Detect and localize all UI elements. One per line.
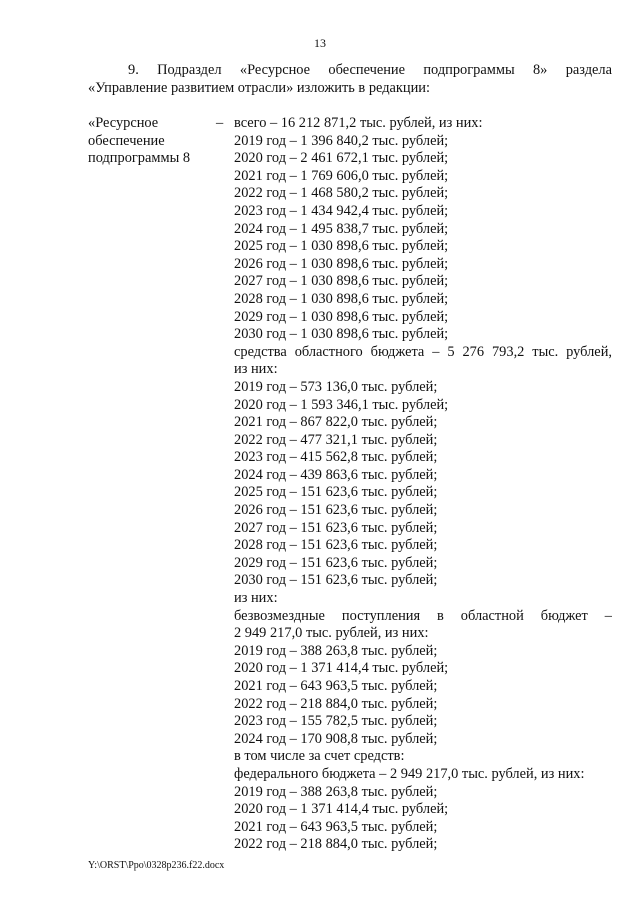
funding-line: 2030 год – 151 623,6 тыс. рублей; bbox=[234, 572, 438, 589]
resource-label-line: обеспечение bbox=[88, 132, 165, 149]
funding-list bbox=[234, 115, 612, 854]
funding-line: 2027 год – 1 030 898,6 тыс. рублей; bbox=[234, 273, 449, 290]
funding-line: 2026 год – 151 623,6 тыс. рублей; bbox=[234, 502, 438, 519]
funding-line: 2020 год – 2 461 672,1 тыс. рублей; bbox=[234, 150, 449, 167]
funding-line: безвозмездные поступления в областной бюджет – bbox=[234, 607, 612, 624]
funding-line: в том числе за счет средств: bbox=[234, 748, 405, 765]
funding-line: 2020 год – 1 593 346,1 тыс. рублей; bbox=[234, 396, 449, 413]
funding-line: 2027 год – 151 623,6 тыс. рублей; bbox=[234, 519, 438, 536]
funding-line: 2021 год – 643 963,5 тыс. рублей; bbox=[234, 678, 438, 694]
page-number: 13 bbox=[314, 36, 326, 50]
funding-line: 2025 год – 1 030 898,6 тыс. рублей; bbox=[234, 238, 449, 255]
funding-line: из них: bbox=[234, 361, 278, 378]
funding-line: 2019 год – 1 396 840,2 тыс. рублей; bbox=[234, 132, 449, 149]
funding-line: 2019 год – 388 263,8 тыс. рублей; bbox=[234, 783, 438, 800]
funding-line: 2020 год – 1 371 414,4 тыс. рублей; bbox=[234, 801, 449, 818]
funding-line: 2021 год – 643 963,5 тыс. рублей; bbox=[234, 818, 438, 835]
funding-line: всего – 16 212 871,2 тыс. рублей, из них: bbox=[234, 115, 483, 131]
funding-line: 2029 год – 1 030 898,6 тыс. рублей; bbox=[234, 308, 449, 325]
file-path-footer: Y:\ORST\Ppo\0328p236.f22.docx bbox=[88, 860, 225, 871]
funding-line: 2029 год – 151 623,6 тыс. рублей; bbox=[234, 554, 438, 571]
resource-label bbox=[88, 115, 213, 168]
resource-label-line: «Ресурсное bbox=[88, 115, 159, 131]
funding-line: 2020 год – 1 371 414,4 тыс. рублей; bbox=[234, 660, 449, 677]
funding-line: федерального бюджета – 2 949 217,0 тыс. рублей, из них: bbox=[234, 765, 585, 782]
funding-line: 2 949 217,0 тыс. рублей, из них: bbox=[234, 625, 429, 642]
funding-line: 2030 год – 1 030 898,6 тыс. рублей; bbox=[234, 326, 449, 343]
resource-label-line: подпрограммы 8 bbox=[88, 150, 191, 167]
funding-line: 2019 год – 573 136,0 тыс. рублей; bbox=[234, 378, 438, 395]
funding-line: 2028 год – 151 623,6 тыс. рублей; bbox=[234, 537, 438, 554]
funding-line: 2023 год – 415 562,8 тыс. рублей; bbox=[234, 449, 438, 466]
funding-line: 2022 год – 218 884,0 тыс. рублей; bbox=[234, 695, 438, 712]
funding-line: 2021 год – 867 822,0 тыс. рублей; bbox=[234, 414, 438, 431]
funding-line: 2023 год – 155 782,5 тыс. рублей; bbox=[234, 713, 438, 730]
funding-line: 2022 год – 477 321,1 тыс. рублей; bbox=[234, 431, 438, 448]
funding-line: 2022 год – 218 884,0 тыс. рублей; bbox=[234, 836, 438, 853]
funding-line: 2025 год – 151 623,6 тыс. рублей; bbox=[234, 484, 438, 501]
funding-line: 2021 год – 1 769 606,0 тыс. рублей; bbox=[234, 167, 449, 184]
funding-line: 2028 год – 1 030 898,6 тыс. рублей; bbox=[234, 290, 449, 307]
funding-line: 2024 год – 1 495 838,7 тыс. рублей; bbox=[234, 220, 449, 237]
funding-line: 2019 год – 388 263,8 тыс. рублей; bbox=[234, 642, 438, 659]
intro-line-1: 9. Подраздел «Ресурсное обеспечение подпрограммы 8» раздела bbox=[128, 62, 612, 78]
funding-line: средства областного бюджета – 5 276 793,2 тыс. рублей, bbox=[234, 343, 612, 360]
funding-line: из них: bbox=[234, 590, 278, 607]
funding-line: 2022 год – 1 468 580,2 тыс. рублей; bbox=[234, 185, 449, 202]
intro-line-2: «Управление развитием отрасли» изложить в редакции: bbox=[88, 80, 431, 96]
funding-line: 2024 год – 170 908,8 тыс. рублей; bbox=[234, 730, 438, 747]
funding-line: 2026 год – 1 030 898,6 тыс. рублей; bbox=[234, 255, 449, 272]
label-dash: – bbox=[216, 115, 224, 131]
funding-line: 2023 год – 1 434 942,4 тыс. рублей; bbox=[234, 202, 449, 219]
funding-line: 2024 год – 439 863,6 тыс. рублей; bbox=[234, 466, 438, 483]
